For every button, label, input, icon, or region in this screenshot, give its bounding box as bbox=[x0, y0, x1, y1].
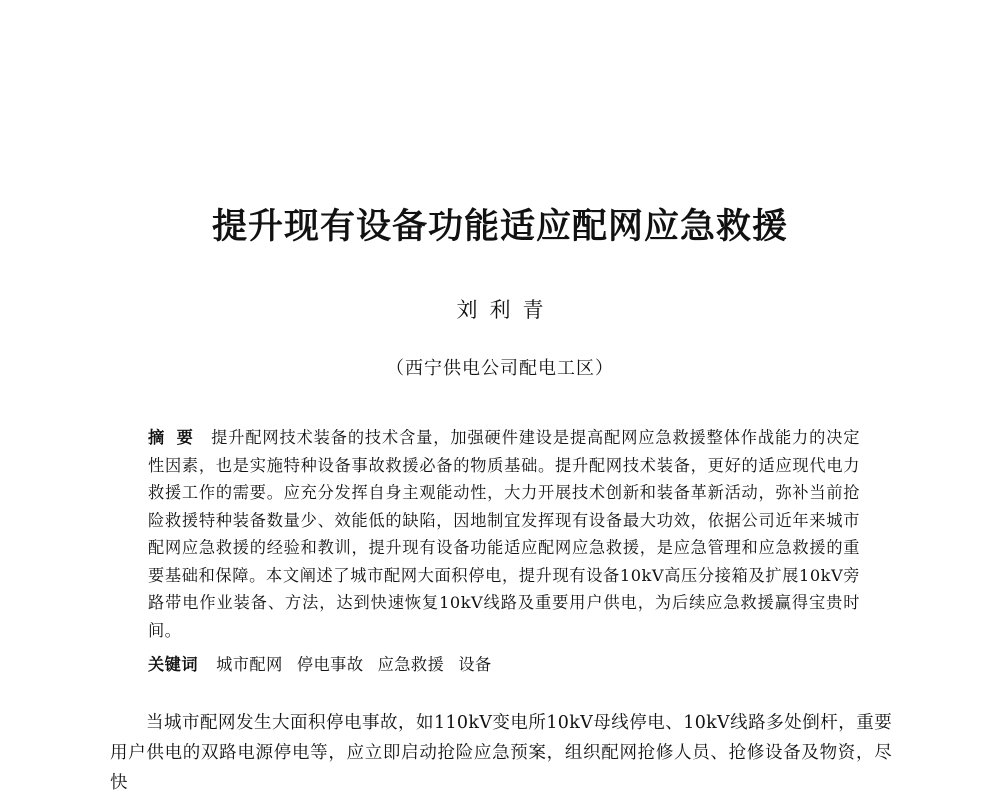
abstract-text: 提升配网技术装备的技术含量，加强硬件建设是提高配网应急救援整体作战能力的决定性因素，也是实施特种设备事故救援必备的物质基础。提升配网技术装备，更好的适应现代电力救援工作的需要。应充分发挥自身主观能动性，大力开展技术创新和装备革新活动，弥补当前抢险救援特种装备数量少、效能低的缺陷，因地制宜发挥现有设备最大功效，依据公司近年来城市配网应急救援的经验和教训，提升现有设备功能适应配网应急救援，是应急管理和应急救援的重要基础和保障。本文阐述了城市配网大面积停电，提升现有设备10kV高压分接箱及扩展10kV旁路带电作业装备、方法，达到快速恢复10kV线路及重要用户供电，为后续应急救援赢得宝贵时间。 bbox=[148, 428, 860, 640]
body-paragraph: 当城市配网发生大面积停电事故，如110kV变电所10kV母线停电、10kV线路多处倒杆，重要用户供电的双路电源停电等，应立即启动抢险应急预案，组织配网抢修人员、抢修设备及物资，尽快 bbox=[110, 713, 892, 793]
paper-title: 提升现有设备功能适应配网应急救援 bbox=[211, 207, 788, 247]
author-name: 刘利青 bbox=[456, 298, 556, 322]
author-affiliation: （西宁供电公司配电工区） bbox=[386, 358, 614, 379]
keyword: 停电事故 bbox=[296, 655, 364, 674]
keyword: 应急救援 bbox=[377, 655, 445, 674]
keywords-label: 关键词 bbox=[148, 655, 199, 674]
abstract-label: 摘要 bbox=[148, 428, 206, 447]
keywords bbox=[148, 652, 860, 678]
abstract bbox=[148, 424, 860, 644]
keyword: 城市配网 bbox=[216, 655, 283, 674]
keyword: 设备 bbox=[458, 655, 492, 674]
